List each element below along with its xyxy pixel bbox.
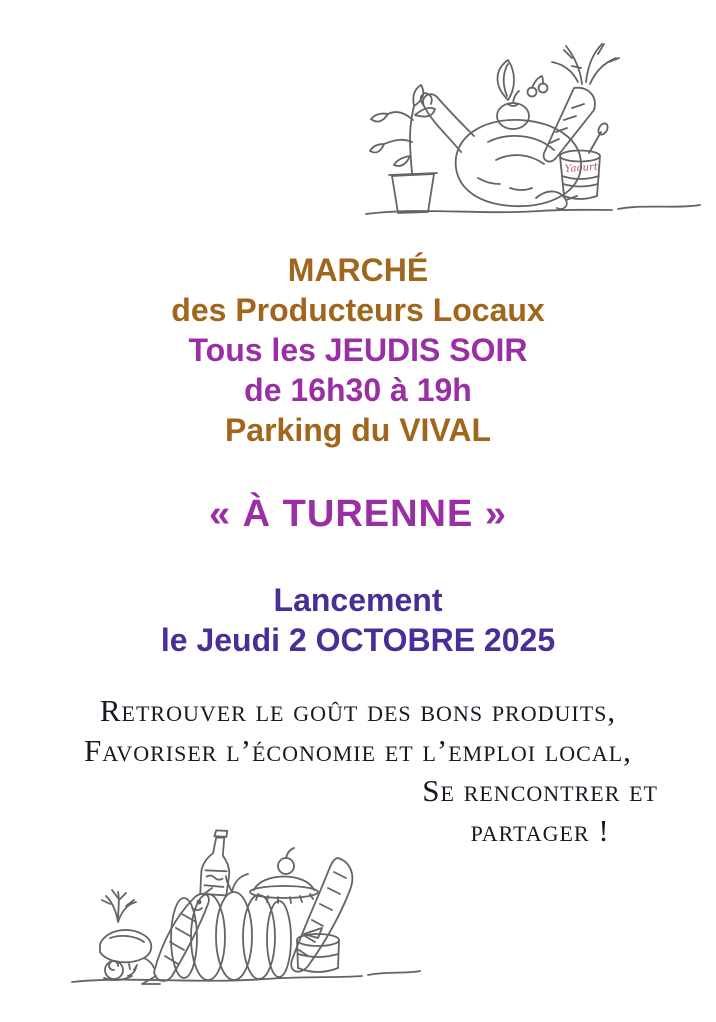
slogan-line-2: Favoriser l’économie et l’emploi local, [84,733,632,768]
title-line-parking: Parking du VIVAL [224,412,492,448]
apple-sketch [497,60,548,129]
herbs-sketch [102,890,136,922]
launch-line-date: le Jeudi 2 OCTOBRE 2025 [160,622,556,658]
launch-block [0,580,716,660]
ground-line [72,971,420,982]
title-line-jeudis-soir: Tous les JEUDIS SOIR [188,332,528,368]
poultry-produce-sketch-illustration [360,20,708,232]
market-food-sketch-illustration [66,810,424,1012]
venue-line: « À TURENNE » [208,493,508,535]
yogurt-pot-sketch [560,122,609,199]
snail-sketch [104,961,137,980]
yogurt-pot-label: Yaourt [564,161,599,175]
carrot-sketch [544,44,619,162]
chicken-sketch [421,93,581,209]
title-line-marche: MARCHÉ [287,252,429,288]
potted-plant-sketch [370,85,437,213]
slogan-line-4: partager ! [470,813,610,848]
slogan-line-1: Retrouver le goût des bons produits, [99,693,617,728]
slogan-line-3: Se rencontrer et [422,773,658,808]
pumpkin-sketch [171,874,291,980]
title-line-horaires: de 16h30 à 19h [244,372,472,408]
launch-line-lancement: Lancement [273,582,443,618]
title-line-producteurs: des Producteurs Locaux [171,292,545,328]
slogan-right-group [422,771,658,851]
title-block [0,250,716,450]
